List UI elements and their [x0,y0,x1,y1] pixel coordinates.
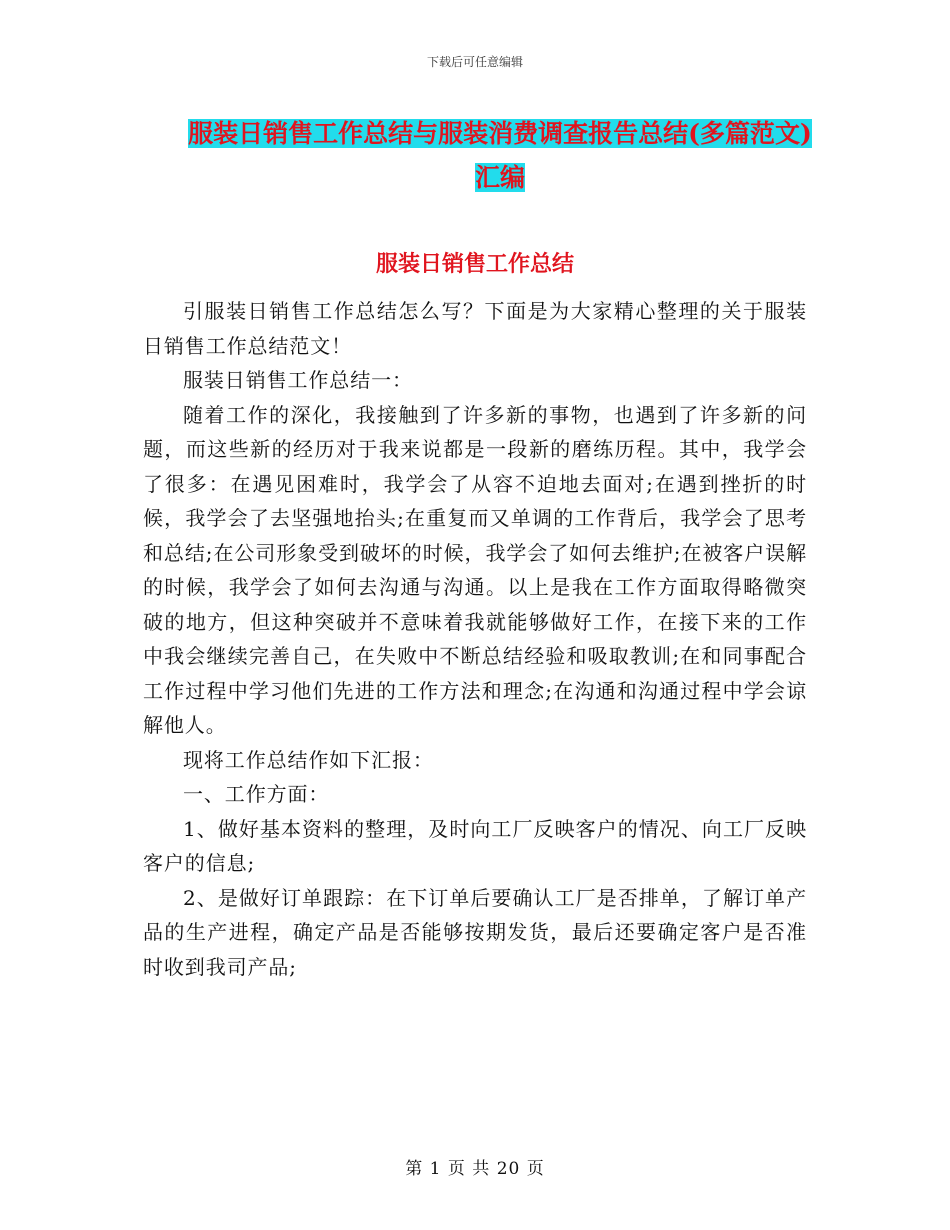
paragraph-intro: 引服装日销售工作总结怎么写？下面是为大家精心整理的关于服装日销售工作总结范文！ [143,299,807,358]
document-title-highlight: 服装日销售工作总结与服装消费调查报告总结(多篇范文)汇编 [188,119,812,192]
paragraph-subheading: 服装日销售工作总结一： [183,368,413,392]
document-title [186,112,814,200]
section-title: 服装日销售工作总结 [375,251,574,277]
paragraph-item-2: 2、是做好订单跟踪：在下订单后要确认工厂是否排单，了解订单产品的生产进程，确定产品是否能够按期发货，最后还要确定客户是否准时收到我司产品; [143,885,807,979]
page-footer: 第 1 页 共 20 页 [405,1159,545,1179]
paragraph-item-1: 1、做好基本资料的整理，及时向工厂反映客户的情况、向工厂反映客户的信息; [143,816,807,875]
paragraph-main: 随着工作的深化，我接触到了许多新的事物，也遇到了许多新的问题，而这些新的经历对于我来说都是一段新的磨练历程。其中，我学会了很多：在遇见困难时，我学会了从容不迫地去面对;在遇到挫折的时候，我学会了去坚强地抬头;在重复而又单调的工作背后，我学会了思考和总结;在公司形象受到破坏的时候，我学会了如何去维护;在被客户误解的时候，我学会了如何去沟通与沟通。以上是我在工作方面取得略微突破的地方，但这种突破并不意味着我就能够做好工作，在接下来的工作中我会继续完善自己，在失败中不断总结经验和吸取教训;在和同事配合工作过程中学习他们先进的工作方法和理念;在沟通和沟通过程中学会谅解他人。 [143,402,807,737]
header-note: 下载后可任意编辑 [426,55,523,69]
paragraph-work-heading: 一、工作方面： [183,782,330,806]
paragraph-report-intro: 现将工作总结作如下汇报： [183,747,434,772]
document-body [143,294,807,984]
